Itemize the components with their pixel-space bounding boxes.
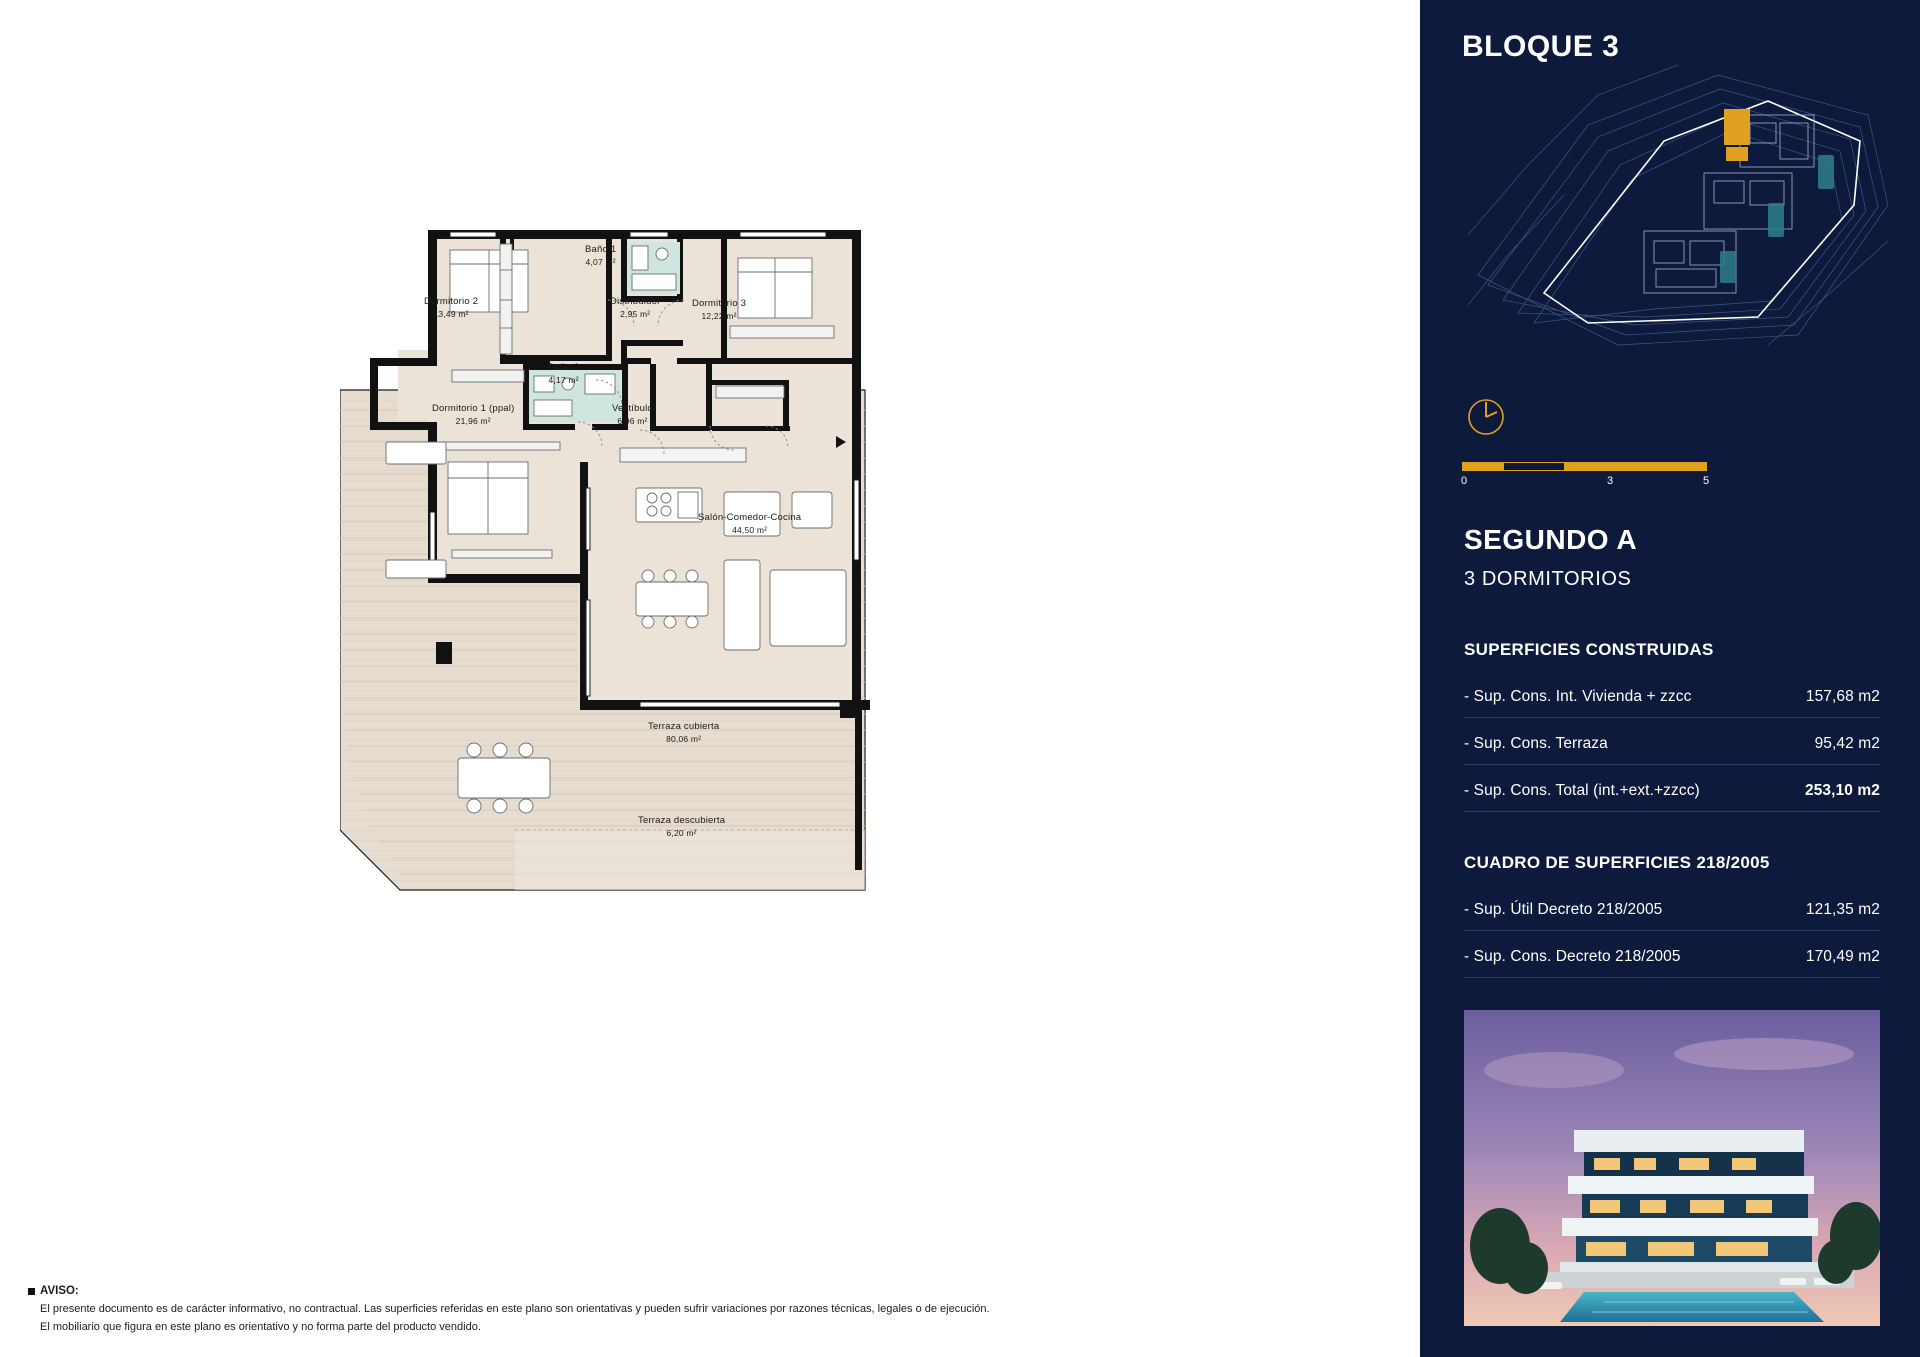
scale-tick-3: 3 (1606, 475, 1614, 487)
block-title: BLOQUE 3 (1462, 30, 1620, 63)
surface-row-value: 157,68 m2 (1805, 688, 1880, 705)
notice-line-2: El mobiliario que figura en este plano es orientativo y no forma parte del producto vendido. (40, 1320, 481, 1333)
room-label-terraza-cubierta: Terraza cubierta 80,06 m² (648, 721, 720, 744)
surface-row-value: 95,42 m2 (1814, 735, 1880, 752)
surface-row-label: - Sup. Cons. Decreto 218/2005 (1464, 948, 1681, 965)
building-render-image (1464, 1010, 1880, 1326)
room-label-bano-1: Baño 1 4,07 m² (585, 244, 617, 267)
notice-line-1: El presente documento es de carácter informativo, no contractual. Las superficies referidas en este plano son orientativas y pueden sufrir variaciones por razones técnicas, legales o de ejecución. (40, 1302, 990, 1315)
room-label-bano-2: Baño 2 4,17 m² (548, 362, 580, 385)
surface-row-label: - Sup. Útil Decreto 218/2005 (1464, 901, 1663, 918)
surface-row-label: - Sup. Cons. Terraza (1464, 735, 1608, 752)
surface-row-interior (1464, 688, 1880, 718)
notice-title-row (28, 1283, 1148, 1300)
scale-bar-labels (1460, 475, 1710, 489)
section-heading-superficies-construidas: SUPERFICIES CONSTRUIDAS (1464, 640, 1714, 659)
scale-tick-0: 0 (1460, 475, 1468, 487)
scale-bar (1460, 462, 1710, 489)
room-label-dormitorio-1: Dormitorio 1 (ppal) 21,96 m² (432, 403, 515, 426)
room-label-dormitorio-2: Dormitorio 2 13,49 m² (424, 296, 479, 319)
surface-row-label: - Sup. Cons. Total (int.+ext.+zzcc) (1464, 782, 1700, 799)
surface-row-total (1464, 782, 1880, 812)
surface-row-value: 170,49 m2 (1805, 948, 1880, 965)
unit-title: SEGUNDO A (1464, 524, 1638, 555)
surface-row-util-decreto (1464, 901, 1880, 931)
scale-tick-5: 5 (1702, 475, 1710, 487)
room-label-distribuidor: Distribuidor 2,95 m² (610, 296, 661, 319)
surface-row-cons-decreto (1464, 948, 1880, 978)
north-compass-icon (1464, 395, 1508, 439)
room-label-dormitorio-3: Dormitorio 3 12,22 m² (692, 298, 747, 321)
legal-notice (28, 1283, 1148, 1336)
room-label-salon-comedor-cocina: Salón-Comedor-Cocina 44,50 m² (698, 512, 802, 535)
site-map (1468, 55, 1898, 355)
surface-row-label: - Sup. Cons. Int. Vivienda + zzcc (1464, 688, 1692, 705)
surface-row-value: 121,35 m2 (1805, 901, 1880, 918)
scale-bar-segments (1462, 462, 1707, 471)
unit-subtitle: 3 DORMITORIOS (1464, 568, 1632, 590)
notice-title: AVISO: (40, 1285, 79, 1297)
surface-row-value: 253,10 m2 (1804, 782, 1880, 799)
bullet-square-icon (28, 1288, 35, 1295)
highlighted-block (1724, 109, 1750, 161)
floor-plan-drawing (340, 230, 1060, 1050)
room-label-terraza-descubierta: Terraza descubierta 6,20 m² (638, 815, 726, 838)
section-heading-cuadro-superficies: CUADRO DE SUPERFICIES 218/2005 (1464, 853, 1770, 872)
surface-row-terraza (1464, 735, 1880, 765)
info-panel (1420, 0, 1920, 1357)
room-label-vestibulo: Vestíbulo 6,96 m² (612, 403, 653, 426)
